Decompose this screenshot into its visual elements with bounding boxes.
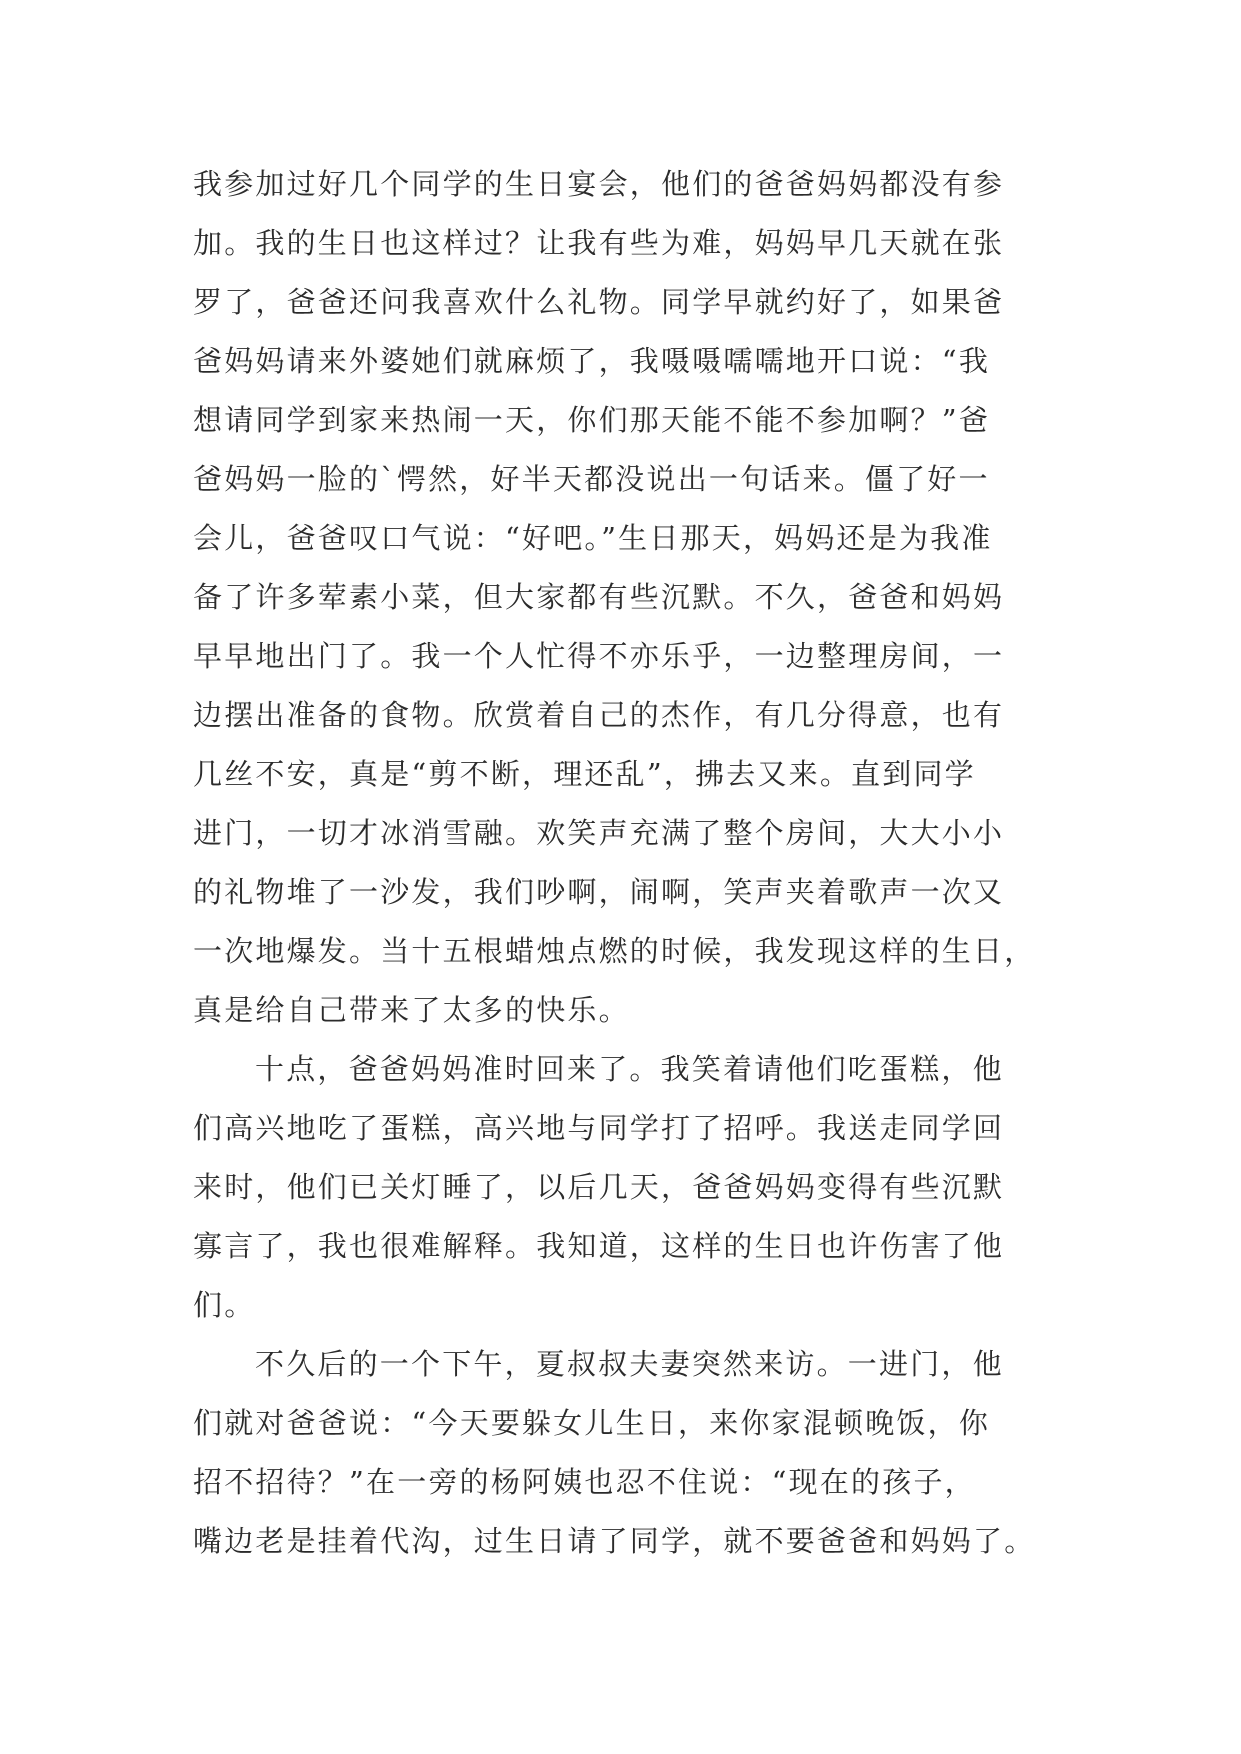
text-line: 来时，他们已关灯睡了，以后几天，爸爸妈妈变得有些沉默 xyxy=(193,1170,1005,1204)
text-line: 们高兴地吃了蛋糕，高兴地与同学打了招呼。我送走同学回 xyxy=(193,1111,1005,1145)
text-line: 招不招待？”在一旁的杨阿姨也忍不住说：“现在的孩子， xyxy=(193,1465,976,1499)
document-body xyxy=(193,155,1053,1571)
text-line: 加。我的生日也这样过？让我有些为难，妈妈早几天就在张 xyxy=(193,226,1005,260)
text-line: 爸妈妈请来外婆她们就麻烦了，我嗫嗫嚅嚅地开口说：“我 xyxy=(193,344,991,378)
paragraph-3 xyxy=(193,1335,1053,1571)
text-line: 早早地出门了。我一个人忙得不亦乐乎，一边整理房间，一 xyxy=(193,639,1005,673)
text-line: 十点，爸爸妈妈准时回来了。我笑着请他们吃蛋糕，他 xyxy=(255,1052,1004,1086)
text-line: 我参加过好几个同学的生日宴会，他们的爸爸妈妈都没有参 xyxy=(193,167,1005,201)
text-line: 一次地爆发。当十五根蜡烛点燃的时候，我发现这样的生日， xyxy=(193,934,1036,968)
text-line: 备了许多荤素小菜，但大家都有些沉默。不久，爸爸和妈妈 xyxy=(193,580,1005,614)
text-line: 想请同学到家来热闹一天，你们那天能不能不参加啊？”爸 xyxy=(193,403,991,437)
text-line: 们就对爸爸说：“今天要躲女儿生日，来你家混顿晚饭，你 xyxy=(193,1406,991,1440)
text-line: 不久后的一个下午，夏叔叔夫妻突然来访。一进门，他 xyxy=(255,1347,1004,1381)
text-line: 边摆出准备的食物。欣赏着自己的杰作，有几分得意，也有 xyxy=(193,698,1005,732)
text-line: 罗了，爸爸还问我喜欢什么礼物。同学早就约好了，如果爸 xyxy=(193,285,1005,319)
text-line: 寡言了，我也很难解释。我知道，这样的生日也许伤害了他 xyxy=(193,1229,1005,1263)
text-line: 真是给自己带来了太多的快乐。 xyxy=(193,993,630,1027)
text-line: 爸妈妈一脸的`愕然，好半天都没说出一句话来。僵了好一 xyxy=(193,462,990,496)
text-line: 们。 xyxy=(193,1288,256,1322)
paragraph-1 xyxy=(193,155,1053,1040)
text-line: 进门，一切才冰消雪融。欢笑声充满了整个房间，大大小小 xyxy=(193,816,1005,850)
text-line: 的礼物堆了一沙发，我们吵啊，闹啊，笑声夹着歌声一次又 xyxy=(193,875,1005,909)
text-line: 嘴边老是挂着代沟，过生日请了同学，就不要爸爸和妈妈了。 xyxy=(193,1524,1036,1558)
text-line: 会儿，爸爸叹口气说：“好吧。”生日那天，妈妈还是为我准 xyxy=(193,521,993,555)
text-line: 几丝不安，真是“剪不断，理还乱”，拂去又来。直到同学 xyxy=(193,757,976,791)
paragraph-2 xyxy=(193,1040,1053,1335)
